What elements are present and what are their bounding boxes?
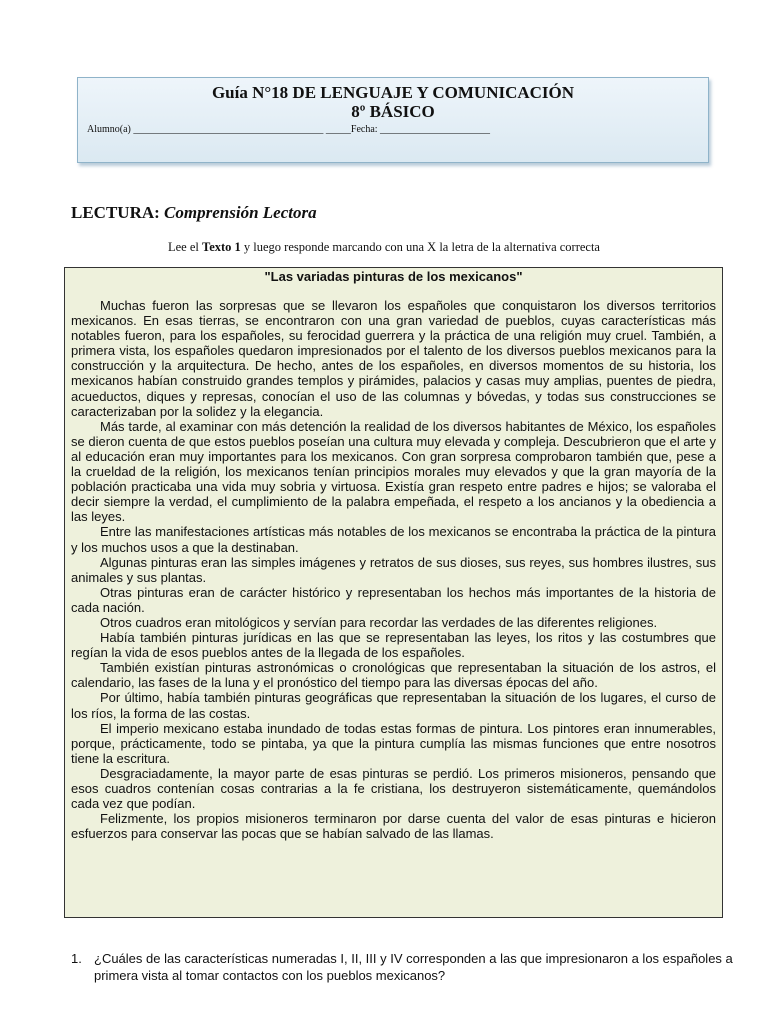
worksheet-title: Guía N°18 DE LENGUAJE Y COMUNICACIÓN	[211, 83, 575, 102]
reading-paragraph: Entre las manifestaciones artísticas más notables de los mexicanos se encontraba la práctica de la pintura y los muchos usos a que la destinaban.	[71, 524, 716, 555]
reading-paragraph: Había también pinturas jurídicas en las que se representaban las leyes, los ritos y las costumbres que regían la vida de esos pueblos antes de la llegada de los españoles.	[71, 630, 716, 661]
instruction-text	[0, 240, 768, 255]
reading-paragraph: Otras pinturas eran de carácter histórico y representaban los hechos más importantes de la historia de cada nación.	[71, 584, 716, 615]
reading-paragraph: Más tarde, al examinar con más detención la realidad de los diversos habitantes de México, los españoles se dieron cuenta de que estos pueblos poseían una cultura muy elevada y compleja. Descubrieron que el arte y al educación eran muy importantes para los mexicanos. Con gran sorpresa comprobaron también que, pese a la crueldad de la religión, los mexicanos tenían principios morales muy elevados y que la gran mayoría de la población practicaba una vida muy sobria y virtuosa. Existía gran respeto entre padres e hijos; se valoraba el decir siempre la verdad, el cumplimiento de la palabra empeñada, el respeto a los ancianos y la obediencia a las leyes.	[71, 418, 716, 525]
reading-paragraph: Otros cuadros eran mitológicos y servían para recordar las verdades de las diferentes religiones.	[100, 614, 658, 630]
question-1	[71, 950, 743, 984]
section-title: LECTURA:	[71, 203, 160, 222]
instruction-bold: Texto 1	[202, 240, 241, 254]
worksheet-header	[77, 77, 709, 163]
reading-paragraph: Por último, había también pinturas geográficas que representaban la situación de los lugares, el curso de los ríos, la forma de las costas.	[71, 690, 716, 721]
section-heading	[71, 203, 317, 223]
instruction-after: y luego responde marcando con una X la letra de la alternativa correcta	[240, 240, 600, 254]
reading-paragraph: El imperio mexicano estaba inundado de todas estas formas de pintura. Los pintores eran innumerables, porque, prácticamente, todo se pintaba, ya que la pintura cumplía las mismas funciones que entre nosotros tiene la escritura.	[71, 720, 716, 766]
student-date-line: Alumno(a) ______________________________________ _____Fecha: ______________________	[87, 124, 491, 135]
reading-paragraph: Felizmente, los propios misioneros terminaron por darse cuenta del valor de esas pinturas e hicieron esfuerzos para conservar las pocas que se habían salvado de las llamas.	[71, 811, 716, 842]
section-subtitle: Comprensión Lectora	[164, 203, 317, 222]
reading-paragraph: Desgraciadamente, la mayor parte de esas pinturas se perdió. Los primeros misioneros, pensando que esos cuadros contenían cosas contrarias a la fe cristiana, los destruyeron sistemáticamente, quemándolos cada vez que podían.	[71, 765, 716, 812]
question-number: 1.	[71, 951, 82, 966]
instruction-before: Lee el	[167, 240, 202, 254]
reading-box	[64, 267, 723, 918]
question-text: ¿Cuáles de las características numeradas I, II, III y IV corresponden a las que impresionaron a los españoles a primera vista al tomar contactos con los pueblos mexicanos?	[94, 951, 733, 983]
reading-paragraph: Algunas pinturas eran las simples imágenes y retratos de sus dioses, sus reyes, sus hombres ilustres, sus animales y sus plantas.	[71, 554, 716, 585]
reading-title: "Las variadas pinturas de los mexicanos"	[264, 269, 523, 284]
reading-paragraph: También existían pinturas astronómicas o cronológicas que representaban la situación de los astros, el calendario, las fases de la luna y el pronóstico del tiempo para las diversas épocas del año.	[71, 660, 716, 691]
reading-paragraph: Muchas fueron las sorpresas que se llevaron los españoles que conquistaron los diversos territorios mexicanos. En esas tierras, se encontraron con una gran variedad de pueblos, cuyas características más notables fueron, para los españoles, su ferocidad guerrera y la práctica de una religión muy cruel. También, a primera vista, los españoles quedaron impresionados por el talento de los diversos pueblos mexicanos para la construcción y la arquitectura. De hecho, antes de los españoles, en diversos momentos de su historia, los mexicanos habían construido grandes templos y pirámides, palacios y casas muy amplias, puentes de piedra, acueductos, diques y represas, conocían el uso de las columnas y bóvedas, y todas sus construcciones se caracterizaban por la solidez y la elegancia.	[71, 298, 716, 419]
grade-level: 8º BÁSICO	[351, 102, 435, 121]
